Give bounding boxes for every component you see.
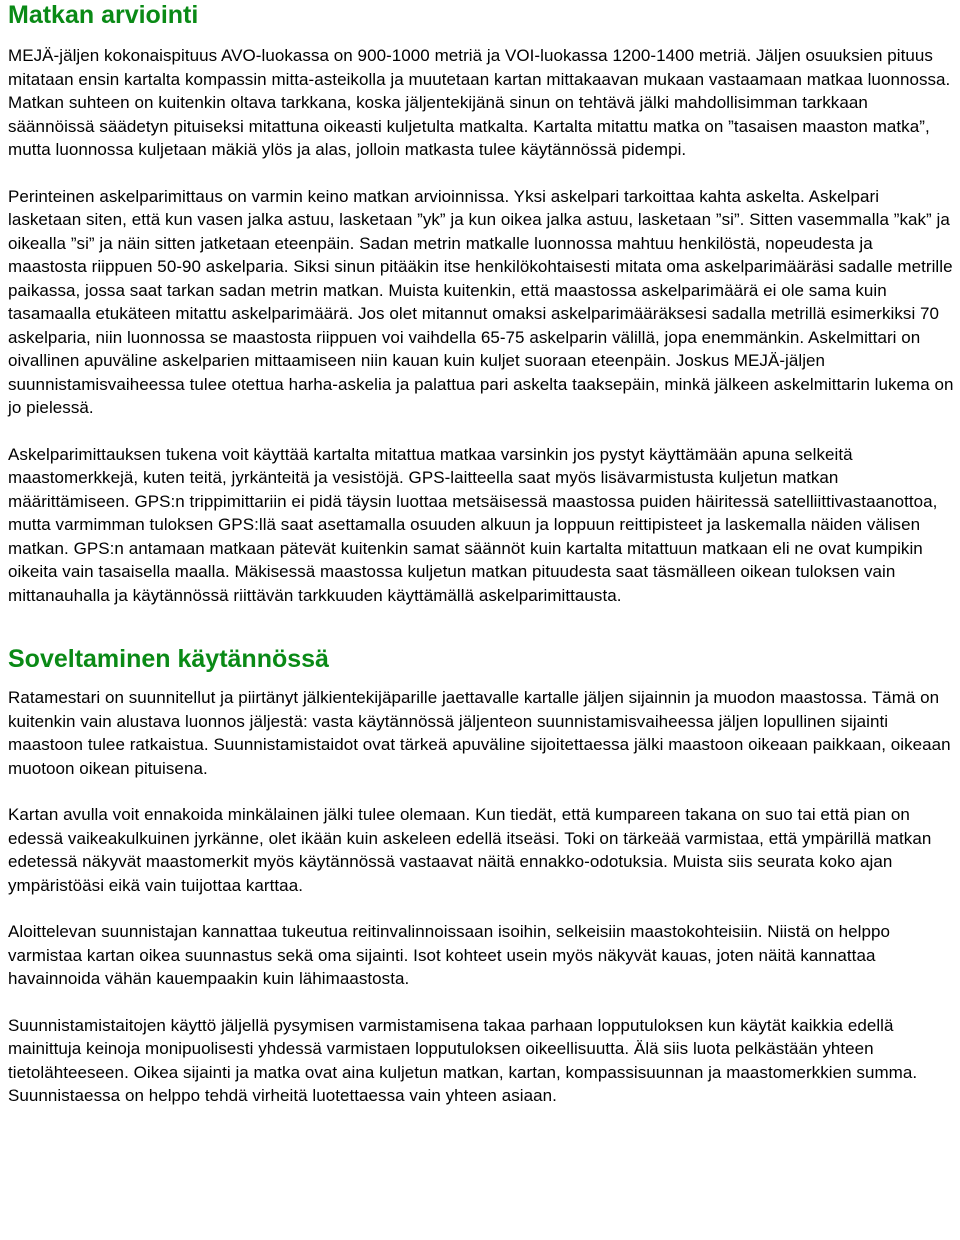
paragraph: Askelparimittauksen tukena voit käyttää kartalta mitattua matkaa varsinkin jos pystyt käyttämään apuna selkeitä maastomerkkejä, kuten teitä, jyrkänteitä ja vesistöjä. GPS-laitteella saat myös lisävarmistusta kuljetun matkan määrittämiseen. GPS:n trippimittariin ei pidä täysin luottaa metsäisessä maastossa puiden häiritessä satelliittivastaanottoa, mutta varmimman tuloksen GPS:llä saat asettamalla osuuden alkuun ja loppuun reittipisteet ja laskemalla näiden välisen matkan. GPS:n antamaan matkaan pätevät kuitenkin samat säännöt kuin kartalta mitattuun matkaan eli ne ovat kumpikin oikeita vain tasaisella maalla. Mäkisessä maastossa kuljetun matkan pituudesta saat täsmälleen oikean tuloksen vain mittanauhalla ja käytännössä riittävän tarkkuuden käyttämällä askelparimittausta. bbox=[8, 444, 938, 605]
paragraph: MEJÄ-jäljen kokonaispituus AVO-luokassa on 900-1000 metriä ja VOI-luokassa 1200-1400 metriä. Jäljen osuuksien pituus mitataan ensin kartalta kompassin mitta-asteikolla ja muutetaan kartan mittakaavan mukaan vastaamaan matkaa luonnossa. Matkan suhteen on kuitenkin oltava tarkkana, koska jäljentekijänä sinun on tehtävä jälki mahdollisimman tarkkaan säännöissä säädetyn pituiseksi mitattuna oikeasti kuljetulta matkalta. Kartalta mitattu matka on ”tasaisen maaston matka”, mutta luonnossa kuljetaan mäkiä ylös ja alas, jolloin matkasta tulee käytännössä pidempi. bbox=[8, 46, 951, 159]
paragraph: Kartan avulla voit ennakoida minkälainen jälki tulee olemaan. Kun tiedät, että kumpareen takana on suo tai että pian on edessä vaikeakulkuinen jyrkänne, olet ikään kuin askeleen edellä itseäsi. Toki on tärkeää varmistaa, että ympärillä matkan edetessä näkyvät maastomerkit myös käytännössä vastaavat näitä ennakko-odotuksia. Muista siis seurata koko ajan ympäristöäsi eikä vain tuijottaa karttaa. bbox=[8, 805, 932, 895]
section-body-soveltaminen bbox=[8, 686, 956, 1108]
section-title-soveltaminen: Soveltaminen käytännössä bbox=[8, 645, 329, 673]
paragraph: Perinteinen askelparimittaus on varmin keino matkan arvioinnissa. Yksi askelpari tarkoittaa kahta askelta. Askelpari lasketaan siten, että kun vasen jalka astuu, lasketaan ”yk” ja kun oikea jalka astuu, lasketaan ”si”. Sitten vasemmalla ”kak” ja oikealla ”si” ja näin sitten jatketaan eteenpäin. Sadan metrin matkalle luonnossa mahtuu henkilöstä, nopeudesta ja maastosta riippuen 50-90 askelparia. Siksi sinun pitääkin itse henkilökohtaisesti mitata oma askelparimääräsi sadalle metrille paikassa, jossa saat tarkan sadan metrin matkan. Muista kuitenkin, että maastossa askelparimäärä ei ole sama kuin tasamaalla etukäteen mitattu askelparimäärä. Jos olet mitannut omaksi askelparimääräksesi sadalla metrillä esimerkiksi 70 askelparia, niin luonnossa se maastosta riippuen voi vaihdella 65-75 askelparin välillä, jopa enemmänkin. Askelmittari on oivallinen apuväline askelparien mittaamiseen niin kauan kuin kuljet suoraan eteenpäin. Joskus MEJÄ-jäljen suunnistamisvaiheessa tulee otettua harha-askelia ja palattua pari askelta taaksepäin, minkä jälkeen askelmittarin lukema on jo pielessä. bbox=[8, 186, 954, 417]
paragraph: Suunnistamistaitojen käyttö jäljellä pysymisen varmistamisena takaa parhaan lopputuloksen kun käytät kaikkia edellä mainittuja keinoja monipuolisesti yhdessä varmistaen lopputuloksen oikeellisuutta. Älä siis luota pelkästään yhteen tietolähteeseen. Oikea sijainti ja matka ovat aina kuljetun matkan, kartan, kompassisuunnan ja maastomerkkien summa. Suunnistaessa on helppo tehdä virheitä luotettaessa vain yhteen asiaan. bbox=[8, 1015, 918, 1105]
paragraph: Ratamestari on suunnitellut ja piirtänyt jälkientekijäparille jaettavalle kartalle jäljen sijainnin ja muodon maastossa. Tämä on kuitenkin vain alustava luonnos jäljestä: vasta käytännössä jäljenteon suunnistamisvaiheessa jäljen lopullinen sijainti maastoon tulee ratkaistua. Suunnistamistaidot ovat tärkeä apuväline sijoitettaessa jälki maastoon oikeaan paikkaan, oikeaan muotoon oikean pituisena. bbox=[8, 688, 951, 778]
section-title-matkan-arviointi: Matkan arviointi bbox=[8, 1, 199, 29]
paragraph: Aloittelevan suunnistajan kannattaa tukeutua reitinvalinnoissaan isoihin, selkeisiin maastokohteisiin. Niistä on helppo varmistaa kartan oikea suunnastus sekä oma sijainti. Isot kohteet usein myös näkyvät kauas, joten näitä kannattaa havainnoida vähän kauempaakin kuin lähimaastosta. bbox=[8, 922, 890, 988]
section-body-matkan-arviointi bbox=[8, 44, 956, 607]
document-page bbox=[8, 0, 956, 1108]
